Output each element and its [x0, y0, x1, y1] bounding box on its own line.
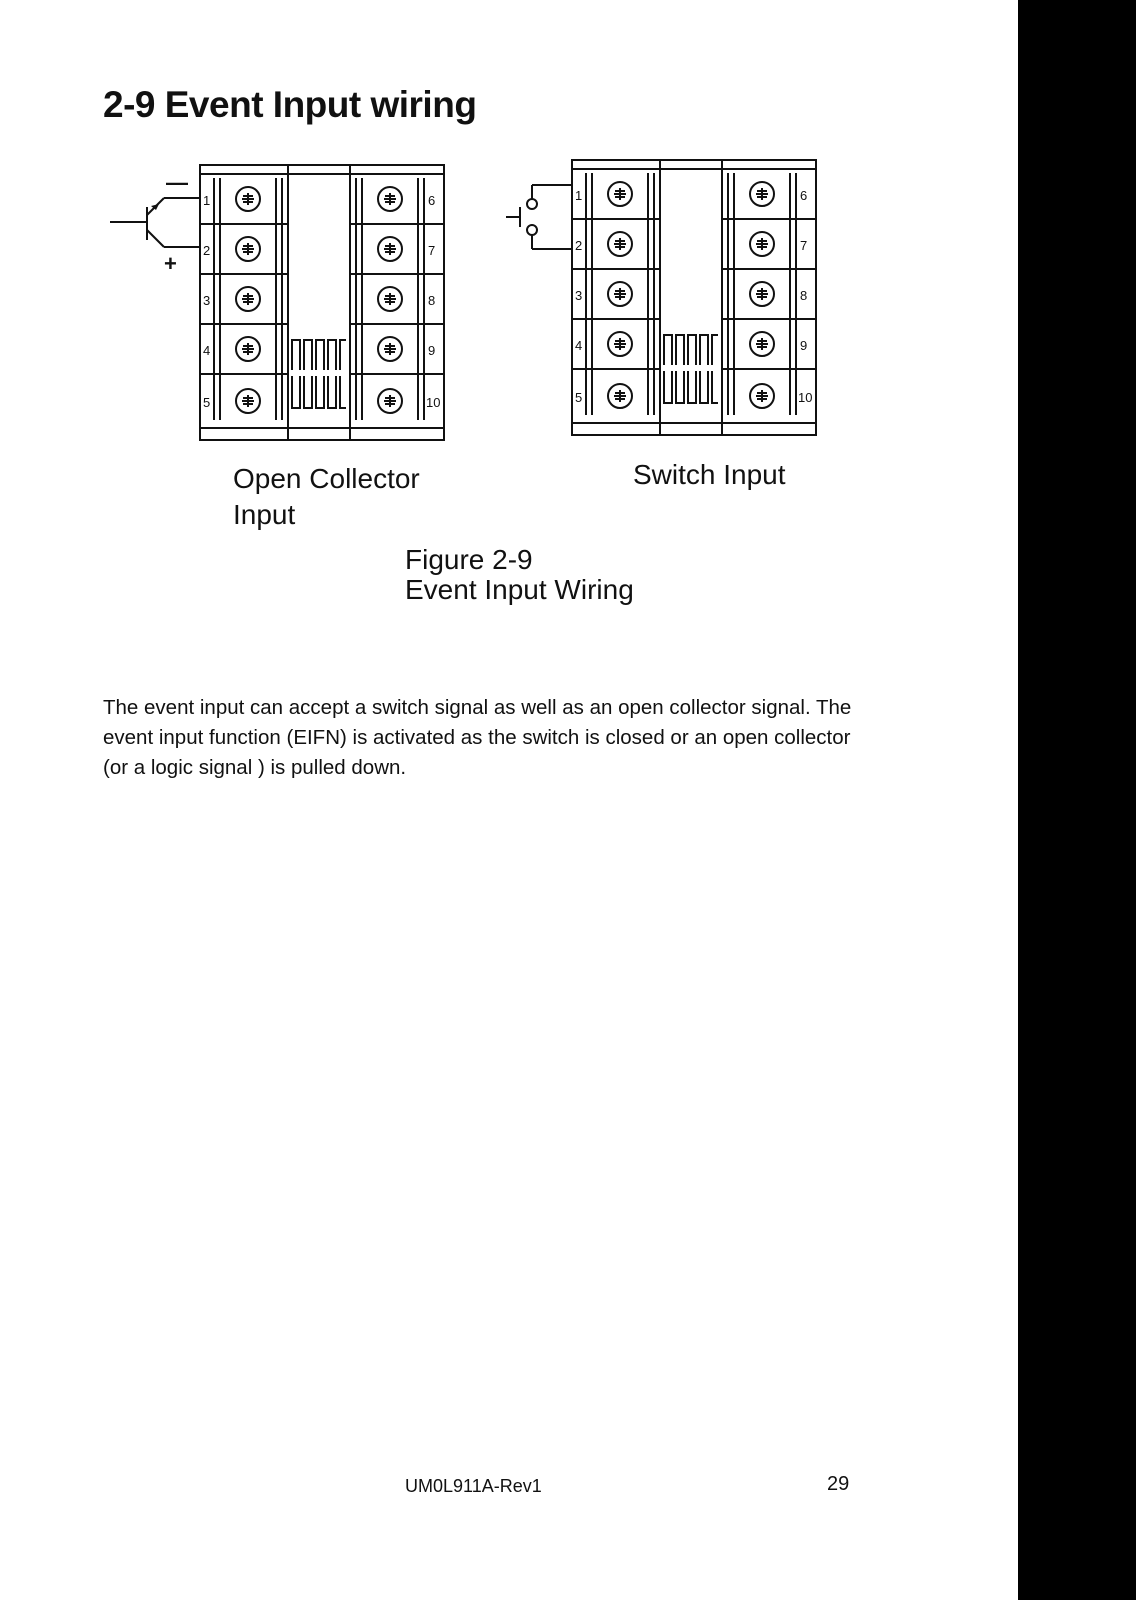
terminal-number-6: 6 — [428, 193, 436, 208]
terminal-number-6: 6 — [800, 188, 808, 203]
connector-pins — [292, 340, 346, 408]
terminal-number-1: 1 — [575, 188, 583, 203]
page-number: 29 — [827, 1473, 850, 1495]
connector-pins — [664, 335, 718, 403]
terminal-number-3: 3 — [203, 293, 211, 308]
switch-input-diagram — [500, 155, 840, 445]
open-collector-diagram — [100, 160, 460, 450]
open-collector-caption — [233, 461, 420, 534]
terminal-number-4: 4 — [575, 338, 583, 353]
terminal-number-3: 3 — [575, 288, 583, 303]
figure-title: Event Input Wiring — [405, 573, 634, 605]
terminal-number-8: 8 — [800, 288, 808, 303]
section-title: 2-9 Event Input wiring — [103, 84, 477, 125]
terminal-number-2: 2 — [575, 238, 583, 253]
screw-head-icons — [236, 187, 402, 413]
open-collector-caption-line1: Open Collector — [233, 463, 420, 494]
scan-edge-black-bar — [1018, 0, 1136, 1600]
polarity-minus: — — [166, 170, 188, 195]
open-collector-caption-line2: Input — [233, 499, 296, 531]
polarity-plus: + — [164, 251, 177, 276]
terminal-number-10: 10 — [798, 390, 813, 405]
terminal-number-9: 9 — [428, 343, 436, 358]
switch-symbol — [506, 185, 572, 249]
terminal-number-2: 2 — [203, 243, 211, 258]
terminal-number-9: 9 — [800, 338, 808, 353]
open-collector-wiring-svg — [100, 160, 460, 450]
figure-number: Figure 2-9 — [405, 544, 533, 575]
terminal-number-4: 4 — [203, 343, 211, 358]
switch-input-wiring-svg — [500, 155, 840, 445]
document-code: UM0L911A-Rev1 — [405, 1476, 542, 1496]
terminal-number-7: 7 — [800, 238, 808, 253]
body-paragraph: The event input can accept a switch signal as well as an open collector signal. The event input function (EIFN) is activated as the switch is closed or an open collector (or a logic signal ) is pulled down. — [103, 696, 852, 779]
screw-head-icons — [608, 182, 774, 408]
terminal-number-8: 8 — [428, 293, 436, 308]
terminal-number-7: 7 — [428, 243, 436, 258]
figure-caption — [405, 545, 634, 604]
terminal-number-10: 10 — [426, 395, 441, 410]
terminal-number-1: 1 — [203, 193, 211, 208]
switch-input-caption: Switch Input — [633, 459, 786, 490]
terminal-number-5: 5 — [203, 395, 211, 410]
terminal-number-5: 5 — [575, 390, 583, 405]
